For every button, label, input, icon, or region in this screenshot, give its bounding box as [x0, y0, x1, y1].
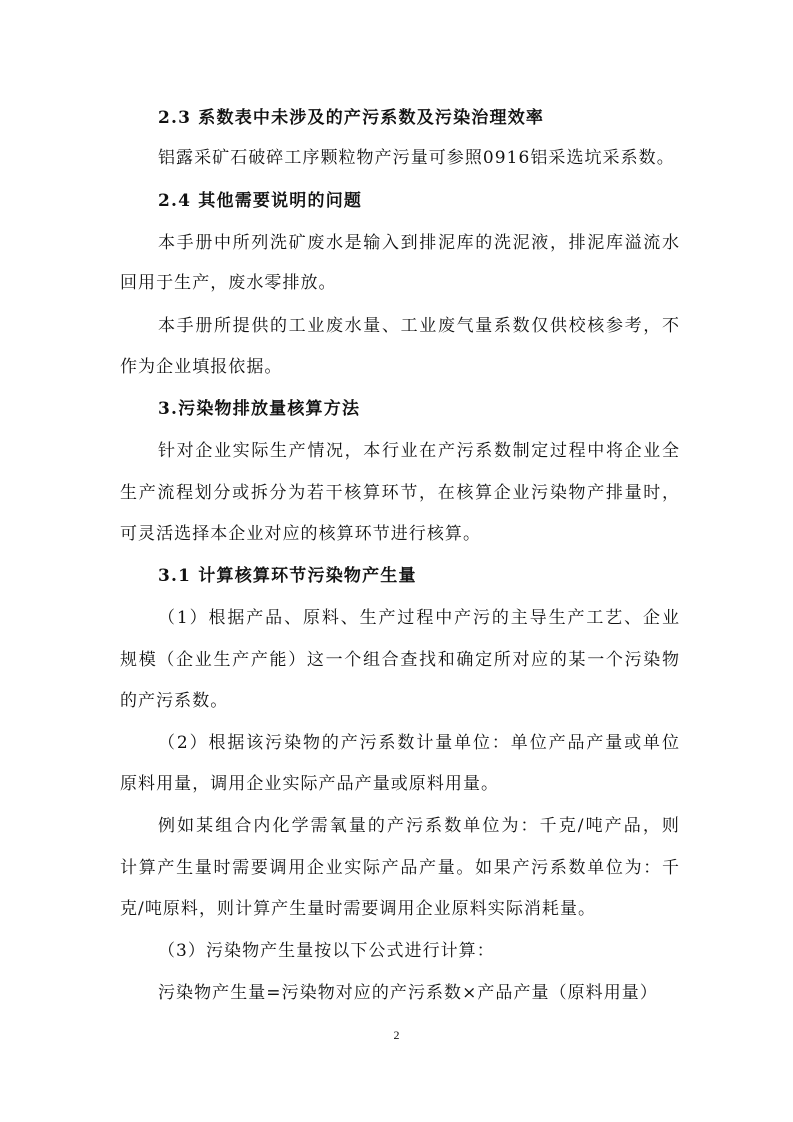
paragraph-3-1a-line-2: 规模（企业生产产能）这一个组合查找和确定所对应的某一个污染物: [120, 650, 680, 670]
section-heading-3-1: 3.1 计算核算环节污染物产生量: [158, 566, 417, 586]
section-heading-3: 3.污染物排放量核算方法: [158, 399, 361, 419]
paragraph-3-1b-line-2: 原料用量，调用企业实际产品产量或原料用量。: [120, 774, 500, 794]
paragraph-3-1a-line-1: （1）根据产品、原料、生产过程中产污的主导生产工艺、企业: [158, 608, 680, 628]
paragraph-2-4a-line-1: 本手册中所列洗矿废水是输入到排泥库的洗泥液，排泥库溢流水: [158, 233, 680, 253]
paragraph-2-4a-line-2: 回用于生产，废水零排放。: [120, 273, 337, 293]
formula-line: 污染物产生量=污染物对应的产污系数×产品产量（原料用量）: [158, 983, 658, 1003]
paragraph-3-1a-line-3: 的产污系数。: [120, 691, 229, 711]
paragraph-3-line-2: 生产流程划分或拆分为若干核算环节，在核算企业污染物产排量时，: [120, 483, 680, 503]
paragraph-3-1c-line-2: 计算产生量时需要调用企业实际产品产量。如果产污系数单位为：千: [120, 858, 680, 878]
paragraph-2-4b-line-2: 作为企业填报依据。: [120, 357, 283, 377]
paragraph-2-3-line-1: 铝露采矿石破碎工序颗粒物产污量可参照0916铝采选坑采系数。: [158, 148, 675, 168]
paragraph-2-4b-line-1: 本手册所提供的工业废水量、工业废气量系数仅供校核参考，不: [158, 316, 680, 336]
section-heading-2-4: 2.4 其他需要说明的问题: [158, 191, 363, 211]
page-number: 2: [393, 1028, 400, 1042]
section-heading-2-3: 2.3 系数表中未涉及的产污系数及污染治理效率: [158, 108, 545, 128]
paragraph-3-1d-line-1: （3）污染物产生量按以下公式进行计算：: [158, 941, 495, 961]
paragraph-3-line-3: 可灵活选择本企业对应的核算环节进行核算。: [120, 524, 481, 544]
paragraph-3-line-1: 针对企业实际生产情况，本行业在产污系数制定过程中将企业全: [158, 441, 680, 461]
paragraph-3-1b-line-1: （2）根据该污染物的产污系数计量单位：单位产品产量或单位: [158, 733, 680, 753]
paragraph-3-1c-line-1: 例如某组合内化学需氧量的产污系数单位为：千克/吨产品，则: [158, 816, 680, 836]
paragraph-3-1c-line-3: 克/吨原料，则计算产生量时需要调用企业原料实际消耗量。: [120, 899, 597, 919]
